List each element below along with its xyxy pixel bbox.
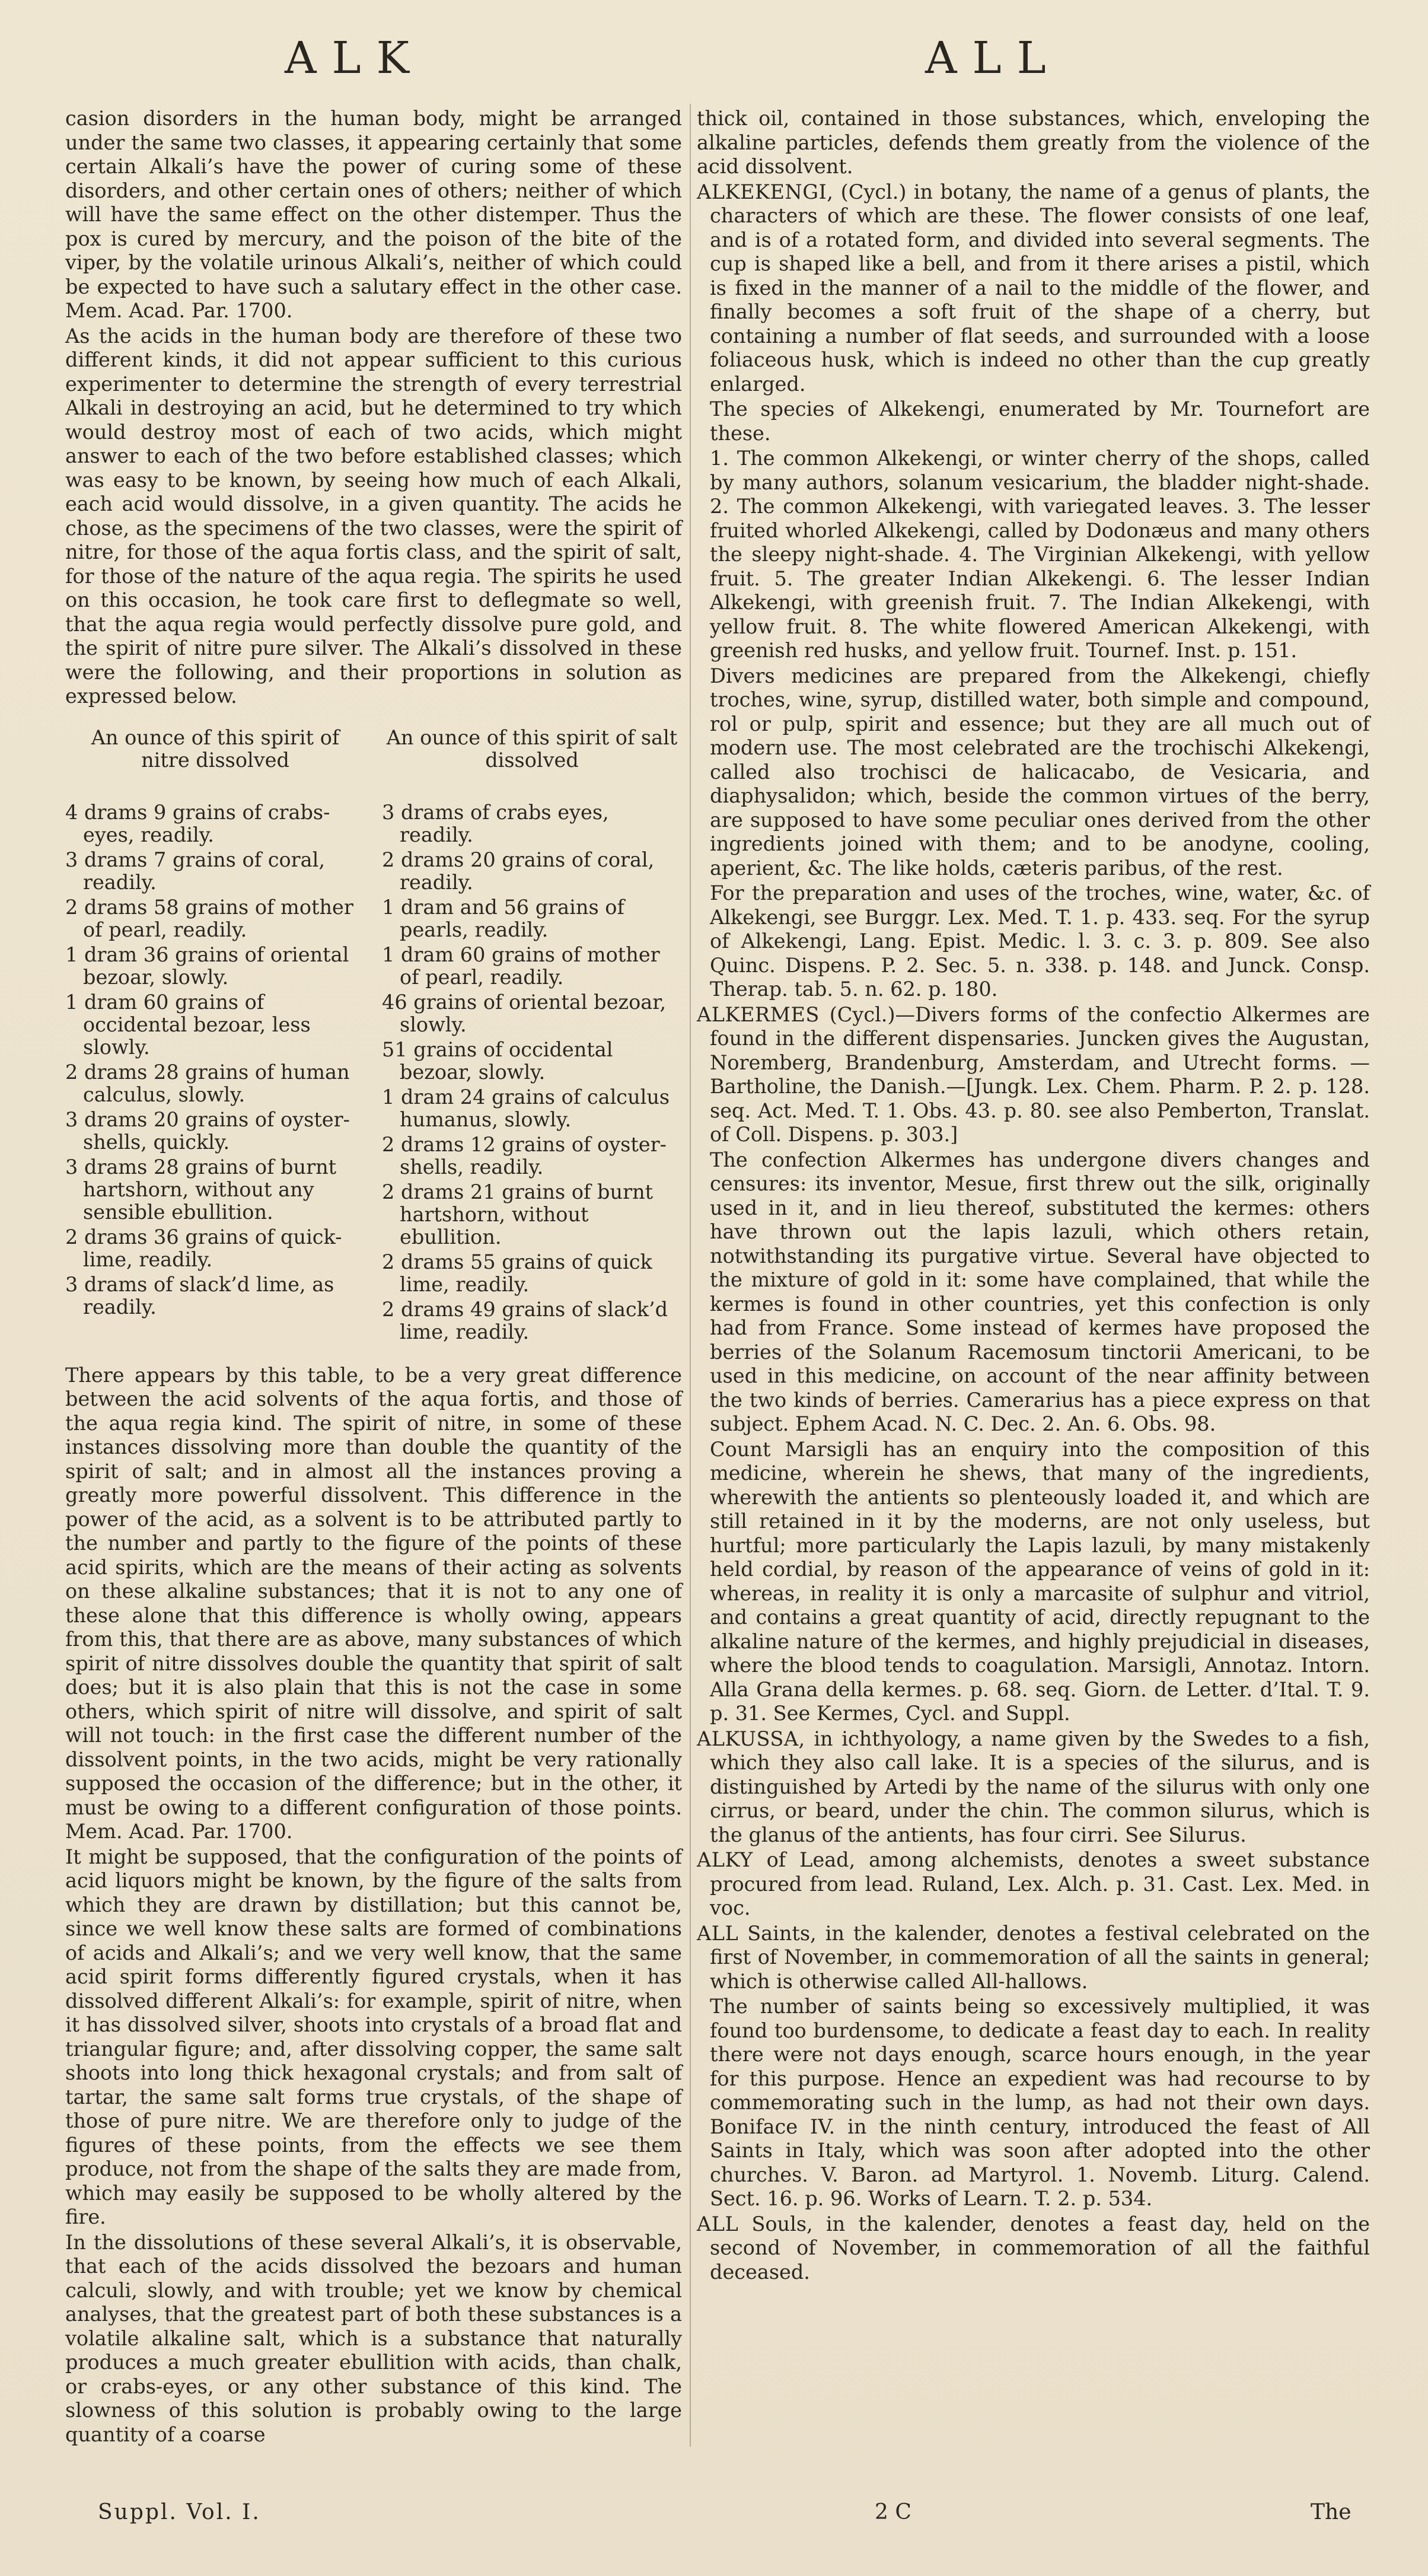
entry-text: of Lead, among alchemists, denotes a sweet substance procured from lead. Ruland, Lex. Alch. p. 31. Cast. Lex. Med. in voc.	[710, 1848, 1370, 1919]
table-cell: 2 drams 55 grains of quick lime, readily.	[382, 1250, 652, 1296]
paragraph: Divers medicines are prepared from the Alkekengi, chiefly troches, wine, syrup, distilled water, both simple and compound, rol or pulp, spirit and essence; but they are all much out of modern use. The most celebrated are the trochischi Alkekengi, called also trochisci de halicacabo, de Vesicaria, and diaphysalidon; which, beside the common virtues of the berry, are supposed to have some peculiar ones derived from the other ingredients joined with them; and to be anodyne, cooling, aperient, &c. The like holds, cæteris paribus, of the rest.	[710, 664, 1370, 880]
solution-table	[65, 727, 682, 1346]
paragraph: It might be supposed, that the configuration of the points of acid liquors might be known, by the figure of the salts from which they are drawn by distillation; but this cannot be, since we well know these salts are formed of combinations of acids and Alkali’s; and we very well know, that the same acid spirit forms differently figured crystals, when it has dissolved different Alkali’s: for example, spirit of nitre, when it has dissolved silver, shoots into crystals of a broad flat and triangular figure; and, after dissolving copper, the same salt shoots into long thick hexagonal crystals; and from salt of tartar, the same salt forms true crystals, of the shape of those of pure nitre. We are therefore only to judge of the figures of these points, from the effects we see them produce, not from the shape of the salts they are made from, which may easily be supposed to be wholly altered by the fire.	[65, 1845, 682, 2228]
entry-text: Saints, in the kalender, denotes a festival celebrated on the first of November, in commemoration of all the saints in general; which is otherwise called All-hallows.	[710, 1921, 1370, 1993]
table-cell: 2 drams 36 grains of quick-lime, readily.	[65, 1225, 342, 1271]
table-cell: 3 drams of crabs eyes, readily.	[382, 800, 609, 846]
entry-alkussa	[697, 1727, 1370, 1848]
table-cell: 46 grains of oriental bezoar, slowly.	[382, 990, 667, 1036]
table-cell: 1 dram 60 grains of mother of pearl, readily.	[382, 942, 660, 989]
table-cell: 51 grains of occidental bezoar, slowly.	[382, 1037, 613, 1084]
headword: ALKERMES	[697, 1002, 820, 1026]
headword: ALKEKENGI,	[697, 180, 834, 203]
table-cell: 2 drams 58 grains of mother of pearl, readily.	[65, 895, 353, 941]
paragraph: As the acids in the human body are therefore of these two different kinds, it did not appear sufficient to this curious experimenter to determine the strength of every terrestrial Alkali in destroying an acid, but he determined to try which would destroy most of each of two acids, which might answer to each of the two before established classes; which was easy to be known, by seeing how much of each Alkali, each acid would dissolve, in a given quantity. The acids he chose, as the specimens of the two classes, were the spirit of nitre, for those of the aqua fortis class, and the spirit of salt, for those of the nature of the aqua regia. The spirits he used on this occasion, he took care first to deflegmate so well, that the aqua regia would perfectly dissolve pure gold, and the spirit of nitre pure silver. The Alkali’s dissolved in these were the following, and their proportions in solution as expressed below.	[65, 324, 682, 708]
paragraph: The confection Alkermes has undergone divers changes and censures: its inventor, Mesue, first threw out the silk, originally used in it, and in lieu thereof, substituted the kermes: others have thrown out the lapis lazuli, which others retain, notwithstanding its purgative virtue. Several have objected to the mixture of gold in it: some have complained, that while the kermes is found in other countries, yet this confection is only had from France. Some instead of kermes have proposed the berries of the Solanum Racemosum tinctorii Americani, to be used in this medicine, on account of the near affinity between the two kinds of berries. Camerarius has a piece express on that subject. Ephem Acad. N. C. Dec. 2. An. 6. Obs. 98.	[710, 1148, 1370, 1435]
entry-text: (Cycl.) in botany, the name of a genus of plants, the characters of which are these. The flower consists of one leaf, and is of a rotated form, and divided into several segments. The cup is shaped like a bell, and from it there arises a pistil, which is fixed in the manner of a nail to the middle of the flower, and finally becomes a soft fruit of the shape of a cherry, but containing a number of flat seeds, and surrounded with a loose foliaceous husk, which is indeed no other than the cup greatly enlarged.	[710, 180, 1370, 396]
entry-text: (Cycl.)—Divers forms of the confectio Alkermes are found in the different dispensaries. Juncken gives the Augustan, Noremberg, Brandenburg, Amsterdam, and Utrecht forms. —Bartholine, the Danish.—[Jungk. Lex. Chem. Pharm. P. 2. p. 128. seq. Act. Med. T. 1. Obs. 43. p. 80. see also Pemberton, Translat. of Coll. Dispens. p. 303.]	[710, 1002, 1370, 1146]
signature-mark: 2 C	[875, 2500, 911, 2524]
table-cell: 2 drams 12 grains of oyster-shells, readily.	[382, 1132, 667, 1179]
paragraph: The species of Alkekengi, enumerated by Mr. Tournefort are these.	[710, 397, 1370, 445]
paragraph: For the preparation and uses of the troches, wine, water, &c. of Alkekengi, see Burggr. Lex. Med. T. 1. p. 433. seq. For the syrup of Alkekengi, Lang. Epist. Medic. l. 3. c. 3. p. 809. See also Quinc. Dispens. P. 2. Sec. 5. n. 338. p. 148. and Junck. Consp. Therap. tab. 5. n. 62. p. 180.	[710, 881, 1370, 1001]
entry-alkekengi	[697, 180, 1370, 397]
table-cell: 1 dram 36 grains of oriental bezoar, slowly.	[65, 942, 349, 989]
entry-text: in ichthyology, a name given by the Swedes to a fish, which they also call lake. It is a species of the silurus, and is distinguished by Artedi by the name of the silurus with only one cirrus, or beard, under the chin. The common silurus, which is the glanus of the antients, has four cirri. See Silurus.	[710, 1727, 1370, 1846]
table-cell: 2 drams 21 grains of burnt hartshorn, without ebullition.	[382, 1180, 654, 1249]
table-cell: 1 dram and 56 grains of pearls, readily.	[382, 895, 624, 941]
paragraph: There appears by this table, to be a very great difference between the acid solvents of the aqua fortis, and those of the aqua regia kind. The spirit of nitre, in some of these instances dissolving more than double the quantity of the spirit of salt; and in almost all the instances proving a greatly more powerful dissolvent. This difference in the power of the acid, as a solvent is to be attributed partly to the number and partly to the figure of the points of these acid spirits, which are the means of their acting as solvents on these alkaline substances; that it is not to any one of these alone that this difference is wholly owing, appears from this, that there are as above, many substances of which spirit of nitre dissolves double the quantity that spirit of salt does; but it is also plain that this is not the case in some others, which spirit of nitre will dissolve, and spirit of salt will not touch: in the first case the different number of the dissolvent points, in the two acids, might be very rationally supposed the occasion of the difference; but in the other, it must be owing to a different configuration of those points. Mem. Acad. Par. 1700.	[65, 1363, 682, 1843]
entry-all-saints	[697, 1922, 1370, 1994]
paragraph: Count Marsigli has an enquiry into the composition of this medicine, wherein he shews, that many of the ingredients, wherewith the antients so plenteously loaded it, and which are still retained in it by the moderns, are not only useless, but hurtful; more particularly the Lapis lazuli, by many mistakenly held cordial, by reason of the appearance of veins of gold in it: whereas, in reality it is only a marcasite of sulphur and vitriol, and contains a great quantity of acid, directly repugnant to the alkaline nature of the kermes, and highly prejudicial in diseases, where the blood tends to coagulation. Marsigli, Annotaz. Intorn. Alla Grana della kermes. p. 68. seq. Giorn. de Letter. d’Ital. T. 9. p. 31. See Kermes, Cycl. and Suppl.	[710, 1437, 1370, 1725]
table-cell: 3 drams 7 grains of coral, readily.	[65, 848, 326, 894]
paragraph: The number of saints being so excessively multiplied, it was found too burdensome, to dedicate a feast day to each. In reality there were not days enough, scarce hours enough, in the year for this purpose. Hence an expedient was had recourse to by commemorating such in the lump, as had not their own days. Boniface IV. in the ninth century, introduced the feast of All Saints in Italy, which was soon after adopted into the other churches. V. Baron. ad Martyrol. 1. Novemb. Liturg. Calend. Sect. 16. p. 96. Works of Learn. T. 2. p. 534.	[710, 1995, 1370, 2210]
left-column	[65, 107, 682, 2448]
paragraph: casion disorders in the human body, might be arranged under the same two classes, it appearing certainly that some certain Alkali’s have the power of curing some of these disorders, and other certain ones of others; neither of which will have the same effect on the other distemper. Thus the pox is cured by mercury, and the poison of the bite of the viper, by the volatile urinous Alkali’s, neither of which could be expected to have such a salutary effect in the other case. Mem. Acad. Par. 1700.	[65, 107, 682, 322]
table-cell: 2 drams 28 grains of human calculus, slowly.	[65, 1060, 350, 1106]
headword: ALL	[697, 1921, 739, 1945]
headword: ALL	[697, 2212, 739, 2236]
table-column-nitre	[65, 801, 365, 1346]
entry-text: Souls, in the kalender, denotes a feast day, held on the second of November, in commemoration of all the faithful deceased.	[710, 2212, 1370, 2284]
entry-alky	[697, 1848, 1370, 1921]
table-cell: 3 drams of slack’d lime, as readily.	[65, 1272, 334, 1319]
table-column-salt	[382, 801, 682, 1346]
table-cell: 2 drams 49 grains of slack’d lime, readily.	[382, 1297, 668, 1343]
running-head-right: ALL	[925, 33, 1062, 84]
table-cell: 3 drams 28 grains of burnt hartshorn, without any sensible ebullition.	[65, 1155, 337, 1224]
right-column	[697, 107, 1370, 2285]
table-head-nitre: An ounce of this spirit of nitre dissolved	[91, 725, 340, 772]
species-list: 1. The common Alkekengi, or winter cherry of the shops, called by many authors, solanum vesicarium, the bladder night-shade. 2. The common Alkekengi, with variegated leaves. 3. The lesser fruited whorled Alkekengi, called by Dodonæus and many others the sleepy night-shade. 4. The Virginian Alkekengi, with yellow fruit. 5. The greater Indian Alkekengi. 6. The lesser Indian Alkekengi, with greenish fruit. 7. The Indian Alkekengi, with yellow fruit. 8. The white flowered American Alkekengi, with greenish red husks, and yellow fruit. Tournef. Inst. p. 151.	[710, 447, 1370, 662]
table-cell: 3 drams 20 grains of oyster-shells, quickly.	[65, 1107, 350, 1154]
paragraph: In the dissolutions of these several Alkali’s, it is observable, that each of the acids dissolved the bezoars and human calculi, slowly, and with trouble; yet we know by chemical analyses, that the greatest part of both these substances is a volatile alkaline salt, which is a substance that naturally produces a much greater ebullition with acids, than chalk, or crabs-eyes, or any other substance of this kind. The slowness of this solution is probably owing to the large quantity of a coarse	[65, 2230, 682, 2446]
column-divider	[690, 104, 691, 2447]
entry-all-souls	[697, 2212, 1370, 2285]
headword: ALKUSSA,	[697, 1727, 805, 1750]
table-head-salt: An ounce of this spirit of salt dissolved	[386, 725, 678, 772]
headword: ALKY	[697, 1848, 753, 1871]
table-cell: 1 dram 24 grains of calculus humanus, slowly.	[382, 1085, 670, 1131]
table-cell: 2 drams 20 grains of coral, readily.	[382, 848, 655, 894]
volume-footer: Suppl. Vol. I.	[98, 2500, 261, 2524]
running-head-left: ALK	[285, 33, 425, 84]
table-cell: 1 dram 60 grains of occidental bezoar, less slowly.	[65, 990, 311, 1059]
catchword: The	[1311, 2500, 1352, 2524]
entry-alkermes	[697, 1003, 1370, 1147]
table-cell: 4 drams 9 grains of crabs-eyes, readily.	[65, 800, 330, 846]
paragraph: thick oil, contained in those substances, which, enveloping the alkaline particles, defends them greatly from the violence of the acid dissolvent.	[697, 107, 1370, 178]
